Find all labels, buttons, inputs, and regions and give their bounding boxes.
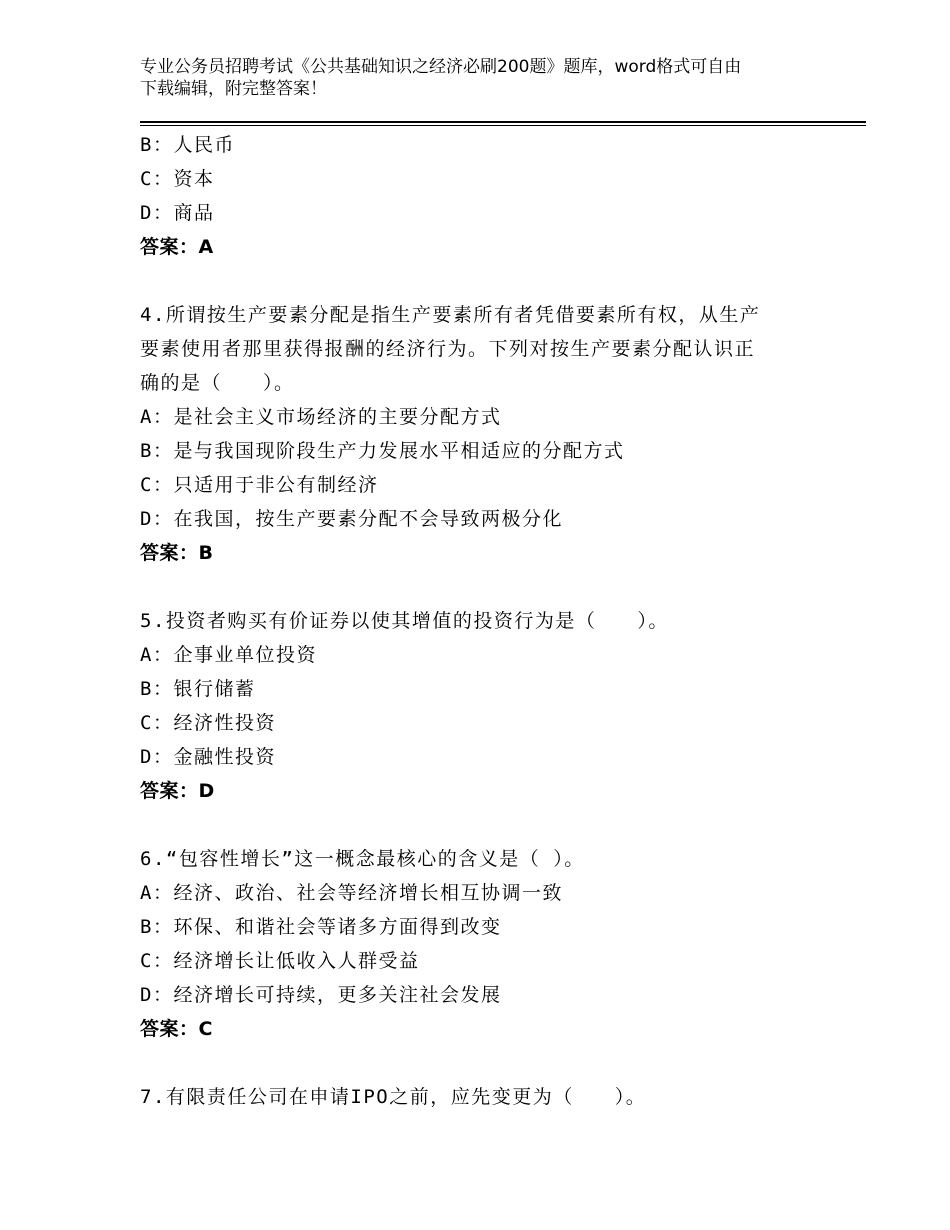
question-stem: 6.“包容性增长”这一概念最核心的含义是（ ）。 (140, 848, 585, 870)
option-c: C：经济增长让低收入人群受益 (140, 950, 420, 972)
option-a: A：企事业单位投资 (140, 644, 317, 666)
option-b: B：银行储蓄 (140, 678, 256, 700)
answer: 答案：D (140, 780, 215, 802)
spacer (140, 570, 840, 604)
option-c: C：资本 (140, 168, 215, 190)
question-5 (140, 604, 840, 808)
header-line-1: 专业公务员招聘考试《公共基础知识之经济必刷200题》题库，word格式可自由 (140, 57, 742, 77)
option-c: C：只适用于非公有制经济 (140, 474, 379, 496)
question-stem: 7.有限责任公司在申请IPO之前，应先变更为（ ）。 (140, 1086, 647, 1108)
header-rule-thin (140, 125, 866, 126)
option-d: D：金融性投资 (140, 746, 276, 768)
spacer (140, 264, 840, 298)
option-d: D：商品 (140, 202, 215, 224)
option-a: A：经济、政治、社会等经济增长相互协调一致 (140, 882, 563, 904)
question-6 (140, 842, 840, 1046)
question-stem: 要素使用者那里获得报酬的经济行为。下列对按生产要素分配认识正 (140, 338, 756, 360)
question-stem: 确的是（ ）。 (140, 372, 295, 394)
answer: 答案：A (140, 236, 214, 258)
option-b: B：是与我国现阶段生产力发展水平相适应的分配方式 (140, 440, 625, 462)
question-stem: 4.所谓按生产要素分配是指生产要素所有者凭借要素所有权，从生产 (140, 304, 761, 326)
question-list (140, 128, 840, 1114)
question-4 (140, 298, 840, 570)
spacer (140, 1046, 840, 1080)
option-d: D：在我国，按生产要素分配不会导致两极分化 (140, 508, 563, 530)
option-b: B：环保、和谐社会等诸多方面得到改变 (140, 916, 502, 938)
header-rule-thick (140, 121, 866, 123)
question-stem: 5.投资者购买有价证券以使其增值的投资行为是（ ）。 (140, 610, 669, 632)
question-3-remainder (140, 128, 840, 264)
header-line-2: 下载编辑，附完整答案！ (140, 79, 327, 99)
spacer (140, 808, 840, 842)
option-d: D：经济增长可持续，更多关注社会发展 (140, 984, 502, 1006)
answer: 答案：B (140, 542, 214, 564)
option-a: A：是社会主义市场经济的主要分配方式 (140, 406, 502, 428)
option-c: C：经济性投资 (140, 712, 276, 734)
option-b: B：人民币 (140, 134, 235, 156)
document-header (140, 56, 840, 100)
question-7 (140, 1080, 840, 1114)
answer: 答案：C (140, 1018, 213, 1040)
